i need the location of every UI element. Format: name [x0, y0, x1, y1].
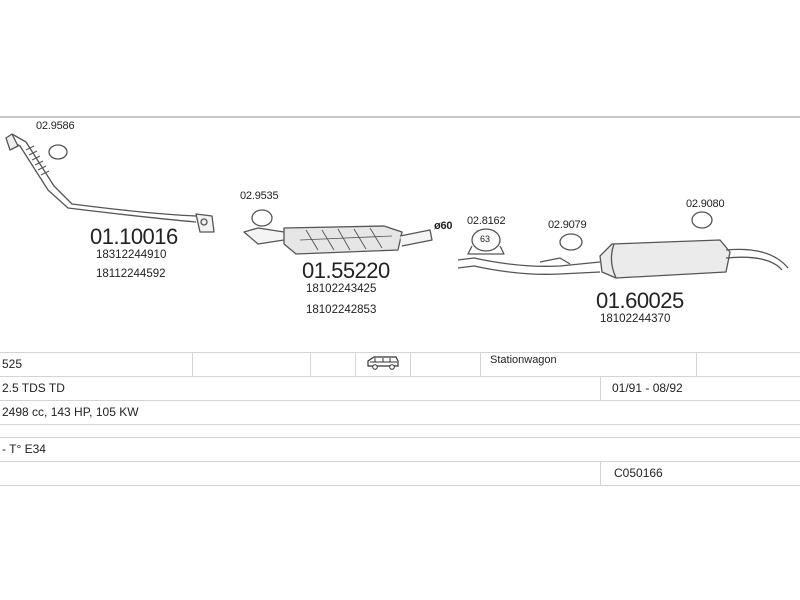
hanger-inner-label: 63: [480, 234, 491, 244]
part-code-01-55220[interactable]: 01.55220: [302, 258, 390, 283]
table-row-catalog: [0, 462, 800, 486]
chassis-value: - T° E34: [2, 442, 46, 456]
part-code-02-9586[interactable]: 02.9586: [36, 120, 75, 132]
table-row-engine: [0, 377, 800, 401]
rear-silencer-01-60025: [458, 240, 788, 278]
front-pipe-01-10016: [6, 134, 214, 232]
table-row-model: [0, 353, 800, 377]
gasket-02-9080: [692, 212, 712, 228]
model-value: 525: [2, 357, 23, 371]
engine-value: 2.5 TDS TD: [2, 381, 65, 395]
ref-number: 18312244910: [96, 249, 167, 261]
ref-number: 18102244370: [600, 313, 671, 325]
part-code-01-10016[interactable]: 01.10016: [90, 224, 178, 249]
ref-number: 18102242853: [306, 304, 377, 316]
diameter-label: ø60: [434, 220, 453, 232]
table-row-spacer: [0, 425, 800, 438]
ref-number: 18102243425: [306, 283, 377, 295]
stationwagon-car-icon: [366, 355, 400, 378]
middle-silencer-01-55220: [244, 226, 432, 254]
catalog-code-value: C050166: [614, 466, 663, 480]
gasket-02-9586: [49, 145, 67, 159]
specs-value: 2498 cc, 143 HP, 105 KW: [2, 405, 139, 419]
part-code-02-8162[interactable]: 02.8162: [467, 215, 506, 227]
part-code-01-60025[interactable]: 01.60025: [596, 288, 684, 313]
table-row-chassis: [0, 438, 800, 462]
part-code-02-9080[interactable]: 02.9080: [686, 198, 725, 210]
ref-number: 18112244592: [96, 268, 166, 280]
gasket-02-9535: [252, 210, 272, 226]
part-code-02-9079[interactable]: 02.9079: [548, 219, 587, 231]
clamp-02-9079: [560, 234, 582, 250]
table-row-specs: [0, 401, 800, 425]
body-type-value: Stationwagon: [490, 354, 557, 366]
part-code-02-9535[interactable]: 02.9535: [240, 190, 279, 202]
years-value: 01/91 - 08/92: [612, 381, 683, 395]
